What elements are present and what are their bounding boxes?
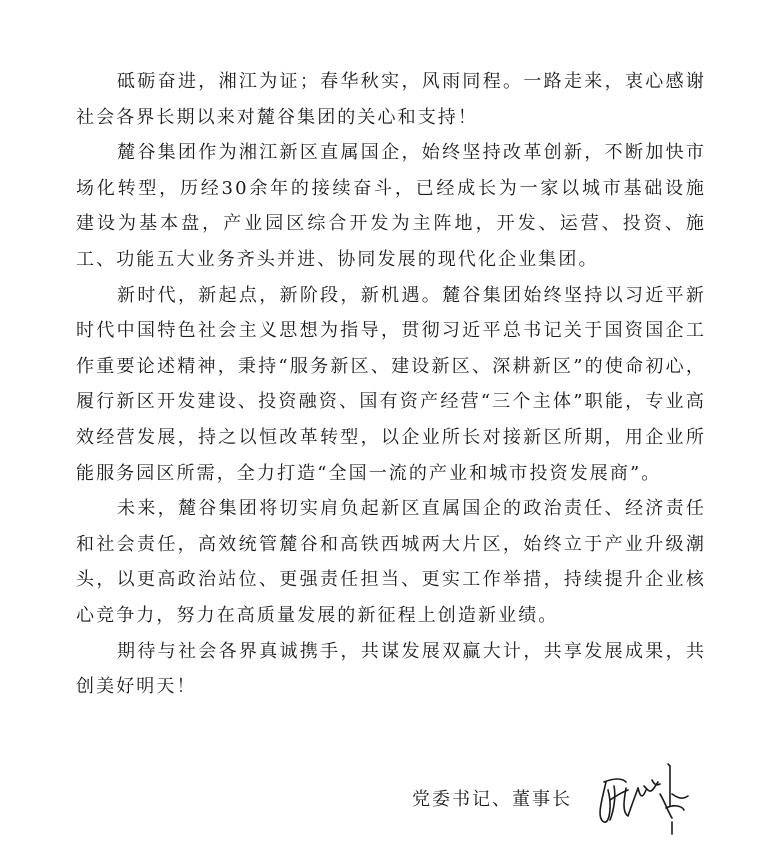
signature-block <box>412 760 712 840</box>
paragraph-company-intro: 麓谷集团作为湘江新区直属国企，始终坚持改革创新，不断加快市场化转型，历经30余年的接续奋斗，已经成长为一家以城市基础设施建设为基本盘，产业园区综合开发为主阵地，开发、运营、投资、施工、功能五大业务齐头并进、协同发展的现代化企业集团。 <box>76 142 706 270</box>
paragraph-greeting: 砥砺奋进，湘江为证；春华秋实，风雨同程。一路走来，衷心感谢社会各界长期以来对麓谷集团的关心和支持！ <box>76 71 706 128</box>
paragraph-new-era: 新时代，新起点，新阶段，新机遇。麓谷集团始终坚持以习近平新时代中国特色社会主义思想为指导，贯彻习近平总书记关于国资国企工作重要论述精神，秉持“服务新区、建设新区、深耕新区”的使命初心，履行新区开发建设、投资融资、国有资产经营“三个主体”职能，专业高效经营发展，持之以恒改革转型，以企业所长对接新区所期，用企业所能服务园区所需，全力打造“全国一流的产业和城市投资发展商”。 <box>76 284 706 484</box>
paragraph-future: 未来，麓谷集团将切实肩负起新区直属国企的政治责任、经济责任和社会责任，高效统管麓谷和高铁西城两大片区，始终立于产业升级潮头，以更高政治站位、更强责任担当、更实工作举措，持续提升企业核心竞争力，努力在高质量发展的新征程上创造新业绩。 <box>76 498 706 626</box>
signatory-title: 党委书记、董事长 <box>412 789 572 810</box>
paragraph-closing: 期待与社会各界真诚携手，共谋发展双赢大计，共享发展成果，共创美好明天！ <box>76 640 706 698</box>
letter-body <box>76 64 706 705</box>
handwritten-signature-icon <box>592 760 702 840</box>
